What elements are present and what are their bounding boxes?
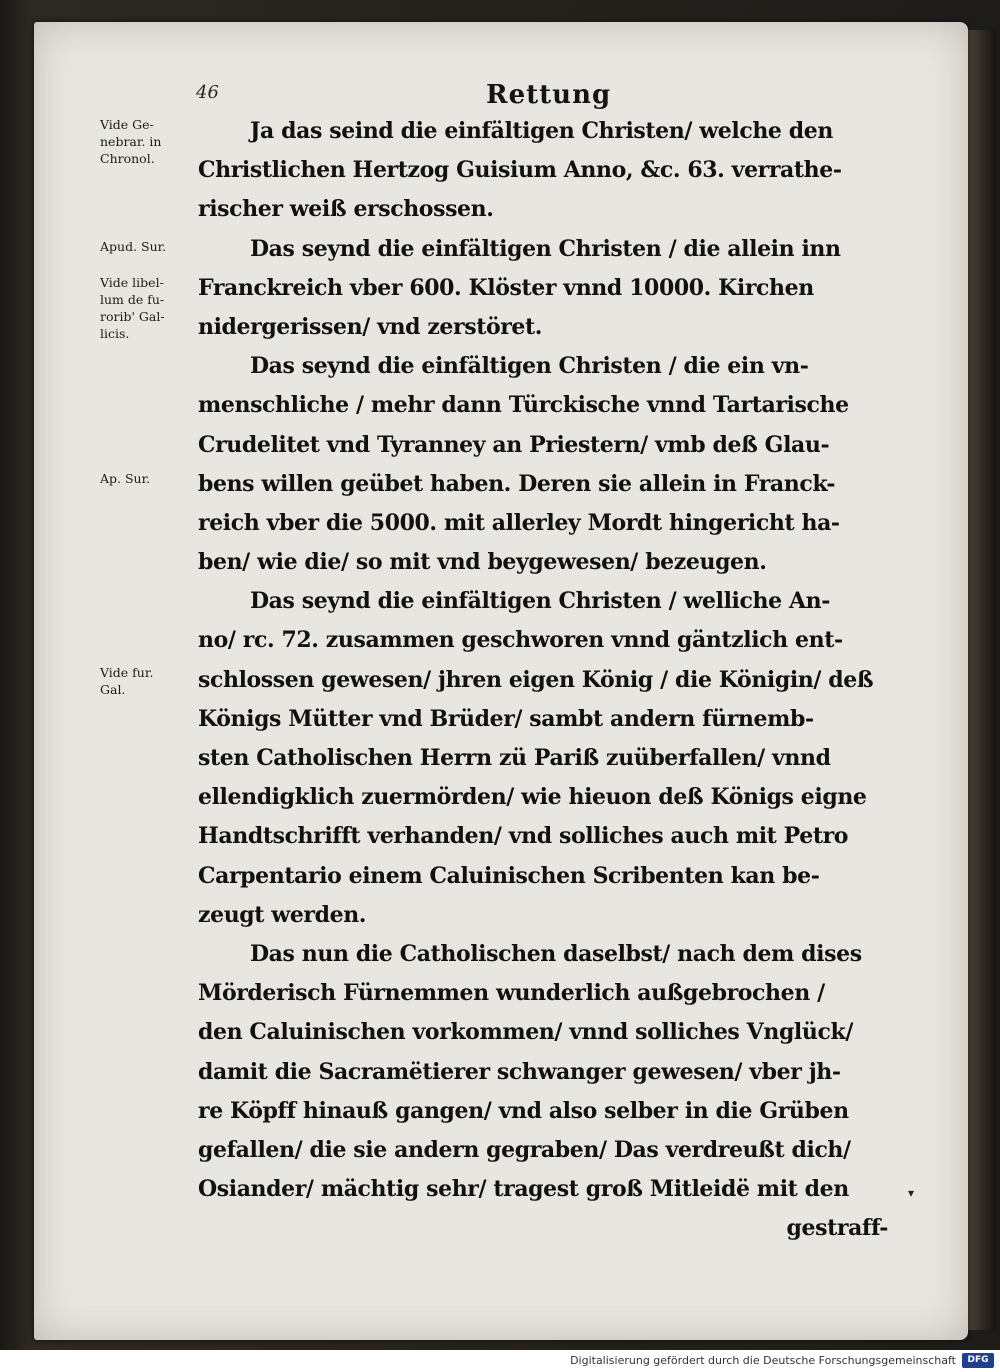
text-line: Das seynd die einfältigen Christen / die ein vn- [250,353,809,380]
text-line: menschliche / mehr dann Türckische vnnd Tartarische [198,392,849,419]
marginal-note: Vide libel- lum de fu- rorib' Gal- licis. [100,275,165,341]
text-line: nidergerissen/ vnd zerstöret. [198,313,543,340]
footer-bar [0,1350,1000,1372]
text-line: Crudelitet vnd Tyranney an Priestern/ vmb deß Glau- [198,431,830,458]
text-line: Christlichen Hertzog Guisium Anno, &c. 63. verrathe- [198,157,842,184]
text-line: Das seynd die einfältigen Christen / welliche An- [250,588,830,615]
text-line: re Köpff hinauß gangen/ vnd also selber in die Grüben [198,1097,849,1124]
text-line: ellendigklich zuermörden/ wie hieuon deß Königs eigne [198,784,867,811]
text-line: Osiander/ mächtig sehr/ tragest groß Mitleidë mit den [198,1176,849,1203]
page-number: 46 [196,82,219,103]
text-line: zeugt werden. [198,901,367,928]
text-line: Mörderisch Fürnemmen wunderlich außgebrochen / [198,980,825,1007]
catchword: gestraff- [786,1215,888,1242]
text-line: Ja das seind die einfältigen Christen/ welche den [250,118,833,144]
page-header [196,80,896,114]
footer-credit: Digitalisierung gefördert durch die Deutsche Forschungsgemeinschaft [570,1354,956,1367]
book-page-edge [968,30,996,1330]
marginal-note: Vide fur. Gal. [100,665,154,697]
text-line: Das seynd die einfältigen Christen / die allein inn [250,235,841,262]
text-line: rischer weiß erschossen. [198,196,494,223]
text-line: no/ rc. 72. zusammen geschworen vnnd gäntzlich ent- [198,627,843,654]
text-line: Carpentario einem Caluinischen Scribenten kan be- [198,862,820,889]
text-line: den Caluinischen vorkommen/ vnnd solliches Vnglück/ [198,1019,853,1046]
marginal-note: Vide Ge- nebrar. in Chronol. [100,117,162,166]
text-line: sten Catholischen Herrn zü Pariß zuüberfallen/ vnnd [198,745,831,771]
dfg-logo: DFG [962,1353,994,1368]
text-line: ben/ wie die/ so mit vnd beygewesen/ bezeugen. [198,549,767,576]
body-text [198,112,898,1248]
text-line: reich vber die 5000. mit allerley Mordt hingericht ha- [198,509,840,536]
text-line: schlossen gewesen/ jhren eigen König / die Königin/ deß [198,666,874,693]
text-line: Königs Mütter vnd Brüder/ sambt andern fürnemb- [198,705,814,732]
marginal-note: Apud. Sur. [100,239,167,254]
text-line: Das nun die Catholischen daselbst/ nach dem dises [250,940,862,967]
text-line: bens willen geübet haben. Deren sie allein in Franck- [198,470,836,497]
text-line: gefallen/ die sie andern gegraben/ Das verdreußt dich/ [198,1136,851,1163]
marginal-note: Ap. Sur. [100,471,151,486]
text-line: damit die Sacramëtierer schwanger gewesen/ vber jh- [198,1058,841,1085]
running-head: Rettung [486,80,612,110]
text-line: Franckreich vber 600. Klöster vnnd 10000. Kirchen [198,274,814,301]
text-line: Handtschrifft verhanden/ vnd solliches auch mit Petro [198,823,849,850]
bullet-mark-icon: ▾ [908,1186,915,1200]
